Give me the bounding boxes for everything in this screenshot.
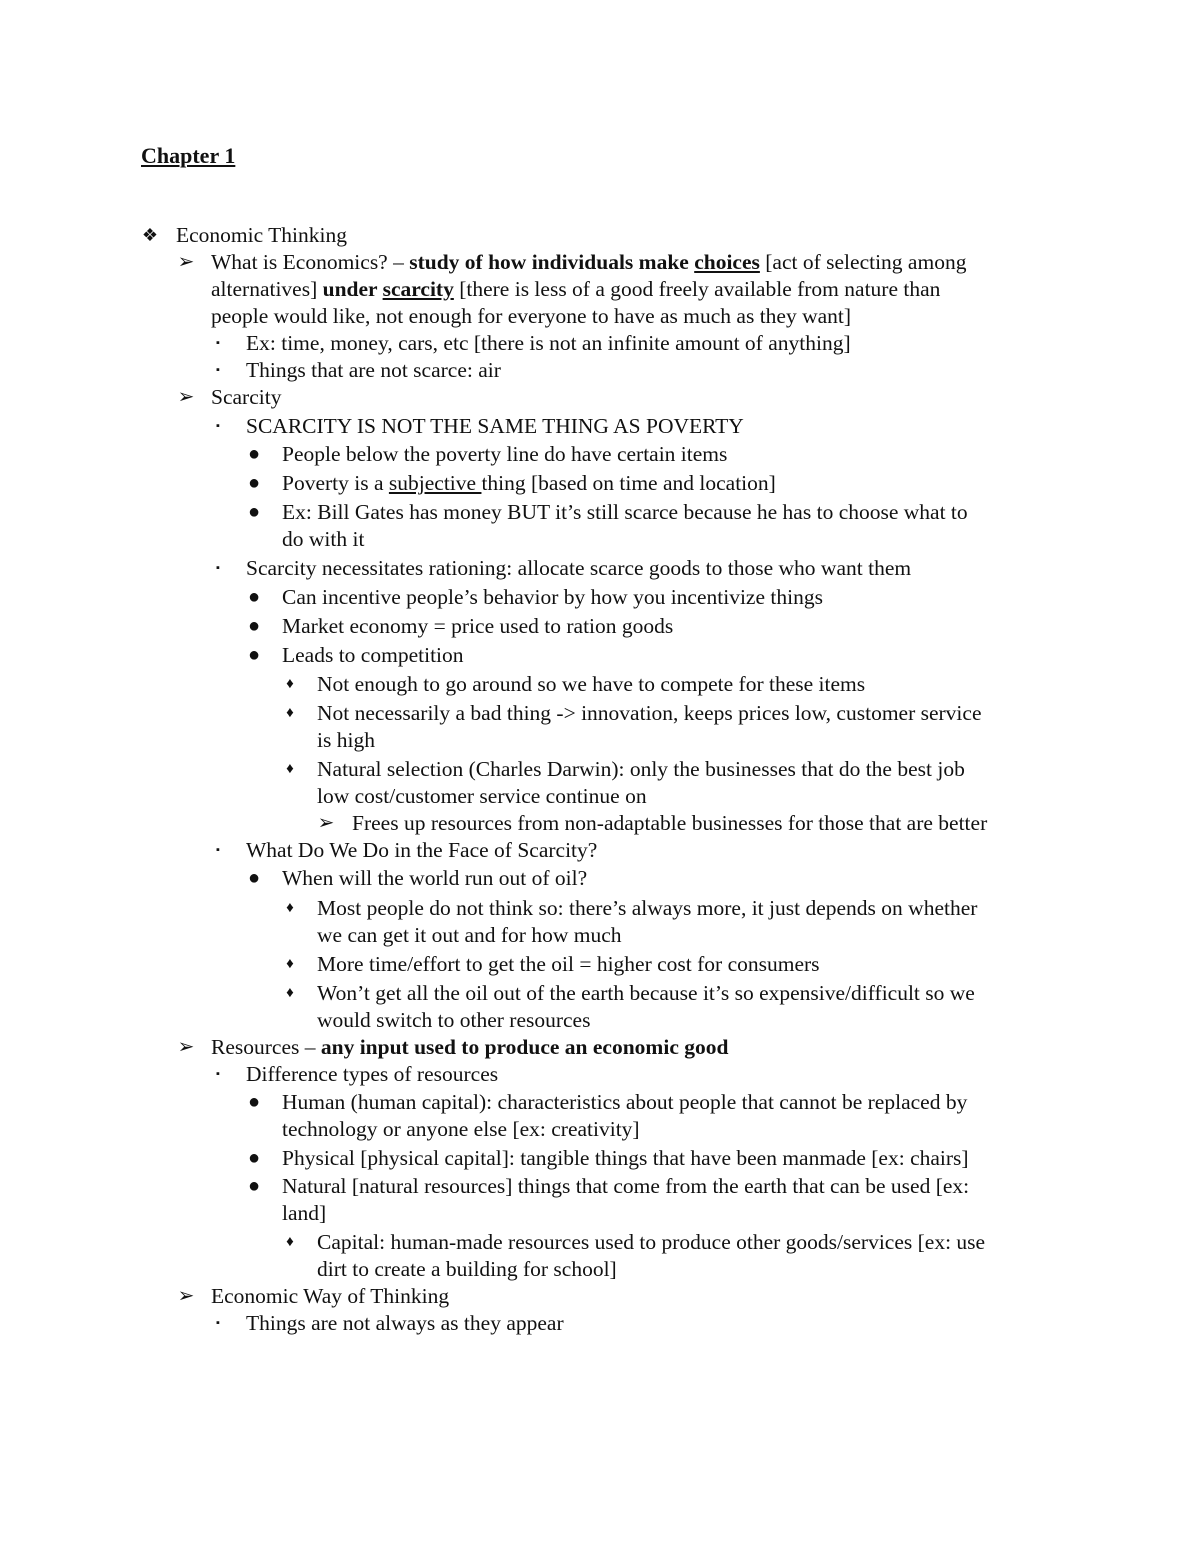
list-item-continuation: dirt to create a building for school] (317, 1257, 617, 1281)
list-item: ● Poverty is a subjective thing [based on time and location] (0, 470, 1200, 499)
four-diamond-bullet-icon: ❖ (141, 225, 159, 245)
list-item: ● Market economy = price used to ration goods (0, 613, 1200, 642)
diamond-bullet-icon: ♦ (286, 956, 294, 972)
list-item: ▪ SCARCITY IS NOT THE SAME THING AS POVERTY (0, 413, 1200, 441)
list-item-continuation: we can get it out and for how much (317, 923, 622, 947)
list-item: ▪ Things are not always as they appear (0, 1310, 1200, 1337)
dot-bullet-icon: ● (247, 443, 261, 465)
list-item: ▪ Scarcity necessitates rationing: allocate scarce goods to those who want them (0, 555, 1200, 584)
list-item-resources: ➢ Resources – any input used to produce an economic good (177, 1035, 729, 1059)
square-bullet-icon: ▪ (216, 364, 220, 376)
list-item: ▪ Ex: time, money, cars, etc [there is not an infinite amount of anything] (0, 330, 1200, 357)
list-item-what-is-economics: ➢ What is Economics? – study of how individuals make choices [act of selecting among (177, 250, 967, 274)
arrow-bullet-icon: ➢ (177, 386, 195, 408)
outline (0, 222, 1200, 1337)
list-item-continuation: would switch to other resources (317, 1008, 591, 1032)
square-bullet-icon: ▪ (216, 1068, 220, 1080)
list-item: ● When will the world run out of oil? (0, 865, 1200, 895)
list-item: ➢ Frees up resources from non-adaptable businesses for those that are better (317, 811, 988, 835)
list-item-continuation: alternatives] under scarcity [there is less of a good freely available from nature than (211, 277, 941, 301)
diamond-bullet-icon: ♦ (286, 676, 294, 692)
arrow-bullet-icon: ➢ (177, 1285, 195, 1307)
page-title: Chapter 1 (141, 143, 236, 168)
diamond-bullet-icon: ♦ (286, 900, 294, 916)
list-item-scarcity: ➢ Scarcity (177, 385, 282, 409)
dot-bullet-icon: ● (247, 867, 261, 889)
list-item: ▪ What Do We Do in the Face of Scarcity? (0, 837, 1200, 865)
dot-bullet-icon: ● (247, 1147, 261, 1169)
dot-bullet-icon: ● (247, 615, 261, 637)
list-item: ♦ Won’t get all the oil out of the earth because it’s so expensive/difficult so we (0, 980, 1200, 1007)
dot-bullet-icon: ● (247, 501, 261, 523)
square-bullet-icon: ▪ (216, 337, 220, 349)
arrow-bullet-icon: ➢ (177, 1036, 195, 1058)
dot-bullet-icon: ● (247, 586, 261, 608)
dot-bullet-icon: ● (247, 1175, 261, 1197)
dot-bullet-icon: ● (247, 472, 261, 494)
list-item-economic-way: ➢ Economic Way of Thinking (177, 1284, 450, 1308)
list-item: ● Physical [physical capital]: tangible things that have been manmade [ex: chairs] (0, 1145, 1200, 1173)
list-item: ● Ex: Bill Gates has money BUT it’s still scarce because he has to choose what to (0, 499, 1200, 526)
list-item: ♦ Not necessarily a bad thing -> innovation, keeps prices low, customer service (0, 700, 1200, 727)
list-item: ♦ Not enough to go around so we have to compete for these items (0, 671, 1200, 700)
dot-bullet-icon: ● (247, 644, 261, 666)
list-item: ● Can incentive people’s behavior by how you incentivize things (0, 584, 1200, 613)
diamond-bullet-icon: ♦ (286, 985, 294, 1001)
diamond-bullet-icon: ♦ (286, 761, 294, 777)
list-item: ● Human (human capital): characteristics about people that cannot be replaced by (0, 1089, 1200, 1116)
list-item: ♦ Natural selection (Charles Darwin): only the businesses that do the best job (0, 756, 1200, 783)
list-item: ● Natural [natural resources] things that come from the earth that can be used [ex: (0, 1173, 1200, 1200)
list-item-continuation: land] (282, 1201, 327, 1225)
list-item-continuation: technology or anyone else [ex: creativity] (282, 1117, 640, 1141)
list-item-continuation: people would like, not enough for everyone to have as much as they want] (211, 304, 852, 328)
square-bullet-icon: ▪ (216, 844, 220, 856)
list-item: ▪ Things that are not scarce: air (0, 357, 1200, 384)
square-bullet-icon: ▪ (216, 1317, 220, 1329)
list-item-continuation: do with it (282, 527, 365, 551)
list-item: ♦ Most people do not think so: there’s always more, it just depends on whether (0, 895, 1200, 922)
diamond-bullet-icon: ♦ (286, 705, 294, 721)
list-item-continuation: is high (317, 728, 375, 752)
arrow-bullet-icon: ➢ (317, 812, 335, 834)
list-item: ▪ Difference types of resources (0, 1061, 1200, 1089)
diamond-bullet-icon: ♦ (286, 1234, 294, 1250)
list-item: ♦ Capital: human-made resources used to produce other goods/services [ex: use (0, 1229, 1200, 1256)
list-item-economic-thinking: ❖ Economic Thinking (141, 223, 347, 247)
square-bullet-icon: ▪ (216, 420, 220, 432)
arrow-bullet-icon: ➢ (177, 251, 195, 273)
list-item: ● People below the poverty line do have certain items (0, 441, 1200, 470)
dot-bullet-icon: ● (247, 1091, 261, 1113)
list-item: ♦ More time/effort to get the oil = higher cost for consumers (0, 951, 1200, 980)
square-bullet-icon: ▪ (216, 562, 220, 574)
list-item: ● Leads to competition (0, 642, 1200, 671)
list-item-continuation: low cost/customer service continue on (317, 784, 647, 808)
